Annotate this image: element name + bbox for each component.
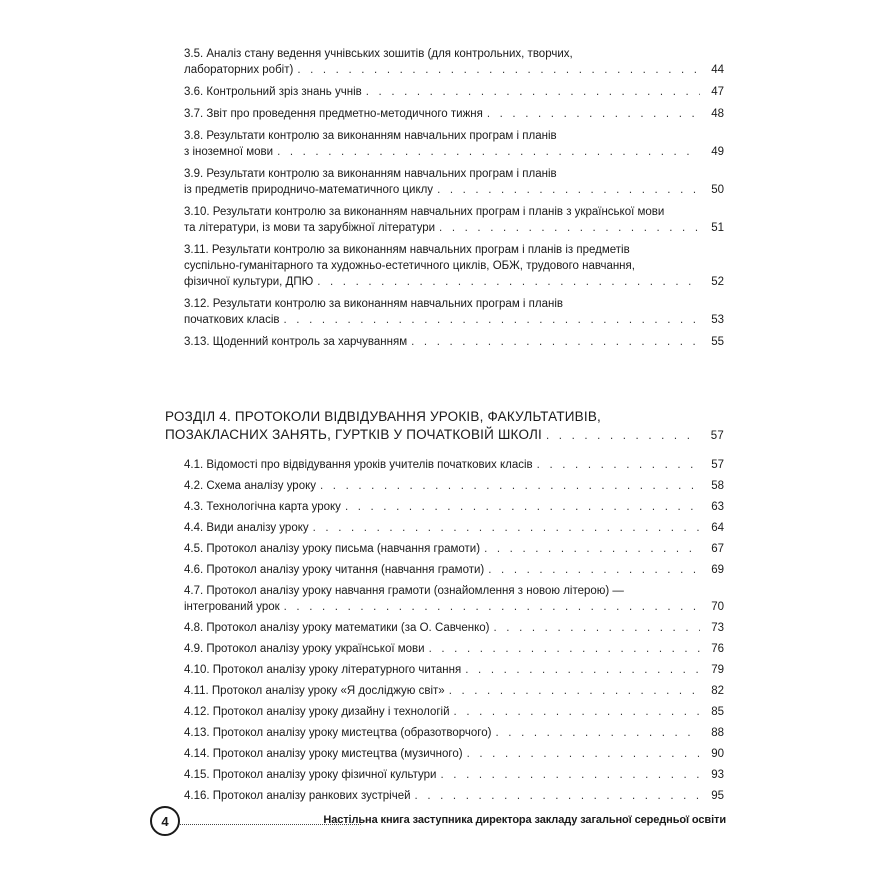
leader-dots <box>488 562 700 578</box>
leader-dots <box>297 62 700 78</box>
toc-entry-text: 4.14. Протокол аналізу уроку мистецтва (музичного) <box>184 748 463 760</box>
leader-dots <box>465 662 700 678</box>
toc-entry <box>184 334 724 350</box>
toc-entry-text: 4.6. Протокол аналізу уроку читання (навчання грамоти) <box>184 564 485 576</box>
toc-entry <box>184 788 724 804</box>
toc-entry-text: початкових класів <box>184 314 280 326</box>
leader-dots <box>277 144 700 160</box>
leader-dots <box>320 478 700 494</box>
toc-entry-page-number: 48 <box>711 108 724 120</box>
toc-entry-text: із предметів природничо-математичного циклу <box>184 184 434 196</box>
leader-dots <box>415 788 700 804</box>
toc-entry-page-number: 69 <box>711 564 724 576</box>
leader-dots <box>487 106 700 122</box>
toc-entry-text: 3.7. Звіт про проведення предметно-методичного тижня <box>184 108 483 120</box>
toc-entry-page-number: 49 <box>711 146 724 158</box>
toc-entry <box>184 662 724 678</box>
leader-dots <box>495 725 700 741</box>
toc-entry-text: суспільно-гуманітарного та художньо-естетичного циклів, ОБЖ, трудового навчання, <box>184 260 635 272</box>
leader-dots <box>284 599 700 615</box>
toc-entry-text: 4.13. Протокол аналізу уроку мистецтва (образотворчого) <box>184 727 492 739</box>
toc-entry <box>184 641 724 657</box>
toc-entry <box>184 457 724 473</box>
leader-dots <box>494 620 701 636</box>
toc-entry <box>184 562 724 578</box>
toc-entry-text: та літератури, із мови та зарубіжної літератури <box>184 222 436 234</box>
toc-entry-page-number: 51 <box>711 222 724 234</box>
leader-dots <box>537 457 700 473</box>
leader-dots <box>546 427 700 445</box>
toc-entry <box>184 166 724 198</box>
toc-entry-text: 4.10. Протокол аналізу уроку літературного читання <box>184 664 462 676</box>
toc-entry <box>184 204 724 236</box>
leader-dots <box>449 683 700 699</box>
leader-dots <box>429 641 700 657</box>
toc-entry-page-number: 44 <box>711 64 724 76</box>
leader-dots <box>439 220 700 236</box>
toc-entry-text: 3.10. Результати контролю за виконанням навчальних програм і планів з української мови <box>184 206 665 218</box>
leader-dots <box>484 541 700 557</box>
toc-entry-page-number: 76 <box>711 643 724 655</box>
section-4-title-line-2: ПОЗАКЛАСНИХ ЗАНЯТЬ, ГУРТКІВ У ПОЧАТКОВІЙ ШКОЛІ <box>165 427 543 442</box>
toc-entry <box>184 725 724 741</box>
toc-entry-text: 3.5. Аналіз стану ведення учнівських зошитів (для контрольних, творчих, <box>184 48 573 60</box>
toc-entry-page-number: 53 <box>711 314 724 326</box>
page-number-badge: 4 <box>150 806 180 836</box>
leader-dots <box>284 312 701 328</box>
section-4-page-number: 57 <box>710 430 724 442</box>
toc-entry <box>184 499 724 515</box>
toc-entry-page-number: 63 <box>711 501 724 513</box>
leader-dots <box>467 746 700 762</box>
toc-entry-text: 4.4. Види аналізу уроку <box>184 522 309 534</box>
toc-entry <box>184 84 724 100</box>
toc-entry-page-number: 85 <box>711 706 724 718</box>
leader-dots <box>440 767 700 783</box>
toc-entry-text: 3.8. Результати контролю за виконанням навчальних програм і планів <box>184 130 557 142</box>
section-4-title-line-1: РОЗДІЛ 4. ПРОТОКОЛИ ВІДВІДУВАННЯ УРОКІВ, ФАКУЛЬТАТИВІВ, <box>165 409 601 424</box>
toc-entry-page-number: 58 <box>711 480 724 492</box>
leader-dots <box>411 334 700 350</box>
toc-entry-page-number: 50 <box>711 184 724 196</box>
toc-entry-text: фізичної культури, ДПЮ <box>184 276 314 288</box>
toc-entry <box>184 583 724 615</box>
toc-entry-text: 4.15. Протокол аналізу уроку фізичної культури <box>184 769 437 781</box>
leader-dots <box>345 499 700 515</box>
leader-dots <box>317 274 700 290</box>
toc-entry <box>184 106 724 122</box>
toc-entry <box>184 46 724 78</box>
toc-entry-page-number: 52 <box>711 276 724 288</box>
toc-entry-page-number: 93 <box>711 769 724 781</box>
toc-entry-text: 3.9. Результати контролю за виконанням навчальних програм і планів <box>184 168 557 180</box>
page-footer <box>150 806 726 836</box>
toc-entry-page-number: 64 <box>711 522 724 534</box>
toc-entry-page-number: 88 <box>711 727 724 739</box>
toc-entry <box>184 128 724 160</box>
toc-entry-page-number: 67 <box>711 543 724 555</box>
toc-entry-text: 3.6. Контрольний зріз знань учнів <box>184 86 362 98</box>
toc-entry-page-number: 90 <box>711 748 724 760</box>
toc-entry-page-number: 73 <box>711 622 724 634</box>
toc-entry-text: 4.12. Протокол аналізу уроку дизайну і технологій <box>184 706 450 718</box>
toc-entry-text: лабораторних робіт) <box>184 64 294 76</box>
toc-entry-text: 4.5. Протокол аналізу уроку письма (навчання грамоти) <box>184 543 481 555</box>
toc-entry-text: інтегрований урок <box>184 601 280 613</box>
toc-entry-page-number: 55 <box>711 336 724 348</box>
toc-entry-text: 4.2. Схема аналізу уроку <box>184 480 317 492</box>
toc-entry <box>184 767 724 783</box>
toc-entry <box>184 683 724 699</box>
toc-entry-page-number: 95 <box>711 790 724 802</box>
toc-entry <box>184 296 724 328</box>
toc-entry <box>184 478 724 494</box>
toc-entry-text: 4.7. Протокол аналізу уроку навчання грамоти (ознайомлення з новою літерою) — <box>184 585 624 597</box>
toc-entry-text: 4.8. Протокол аналізу уроку математики (за О. Савченко) <box>184 622 490 634</box>
leader-dots <box>454 704 700 720</box>
toc-entry-text: 4.9. Протокол аналізу уроку української мови <box>184 643 425 655</box>
toc-entry <box>184 620 724 636</box>
toc-entry-page-number: 79 <box>711 664 724 676</box>
toc-entry-text: 3.11. Результати контролю за виконанням навчальних програм і планів із предметів <box>184 244 630 256</box>
toc-entry-text: 4.3. Технологічна карта уроку <box>184 501 341 513</box>
toc-entry-page-number: 47 <box>711 86 724 98</box>
toc-entry <box>184 704 724 720</box>
toc-entry <box>184 520 724 536</box>
toc-entry <box>184 746 724 762</box>
leader-dots <box>313 520 700 536</box>
toc-entry-text: з іноземної мови <box>184 146 274 158</box>
footer-book-title: Настільна книга заступника директора закладу загальної середньої освіти <box>323 814 726 826</box>
toc-entry-text: 4.11. Протокол аналізу уроку «Я досліджую світ» <box>184 685 445 697</box>
toc-entry-text: 4.1. Відомості про відвідування уроків учителів початкових класів <box>184 459 533 471</box>
toc-entry-text: 4.16. Протокол аналізу ранкових зустрічей <box>184 790 411 802</box>
leader-dots <box>437 182 700 198</box>
toc-entry-page-number: 82 <box>711 685 724 697</box>
toc-entry-page-number: 57 <box>711 459 724 471</box>
toc-entry-page-number: 70 <box>711 601 724 613</box>
toc-entry-text: 3.13. Щоденний контроль за харчуванням <box>184 336 408 348</box>
toc-entry <box>184 242 724 290</box>
section-4-heading <box>165 408 724 445</box>
toc-entry <box>184 541 724 557</box>
leader-dots <box>366 84 700 100</box>
toc-entry-text: 3.12. Результати контролю за виконанням навчальних програм і планів <box>184 298 564 310</box>
